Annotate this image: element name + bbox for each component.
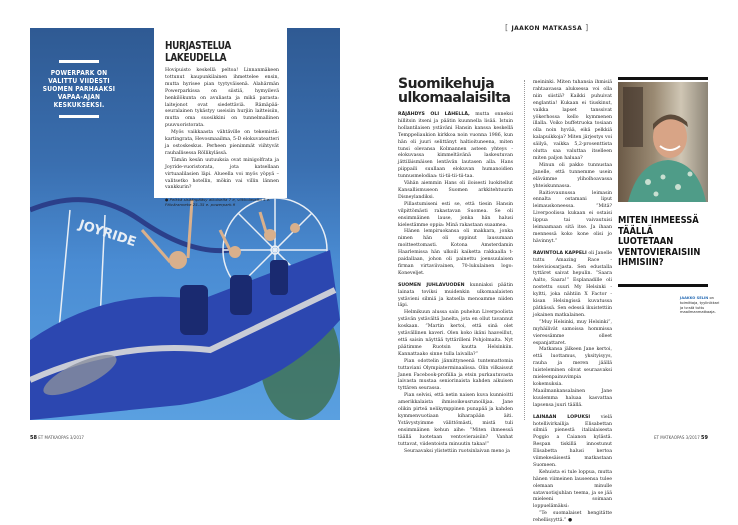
headline: Suomikehuja ulkomaalaisilta [398, 76, 511, 106]
divider [59, 60, 99, 63]
section-header: [ JAAKON MATKASSA ] [505, 23, 589, 32]
article-paragraph [398, 359, 513, 394]
article-paragraph [533, 80, 612, 163]
article-column-1 [398, 112, 513, 455]
joyride-sign: JOYRIDE [76, 217, 138, 251]
magazine-name: ET MATKAOPAS 3/2017 [654, 435, 700, 440]
paragraph-lead-in: RÄJÄHDYS OLI LÄHELLÄ, [398, 112, 470, 117]
paragraph-text: meininki. Miten tuhansia ihmisiä rahtaavassa aluksessa voi olla niin siistiä? Kaikki puhuivat englantia! Kukaan ei tiuskinut, vaikka lapset tanssivat yökerhossa kello kymmenen illalla. Voiko buffetruoka tosiaan olla noin hyvää, eikä pelkkiä kalapuikkoja? Miten järjestys voi säilyä, vaikka 5,2-prosenttista olutta saa valuttaa itselleen miten paljon haluaa? [533, 80, 612, 161]
paragraph-text: vielä hotellivirkailija Elisabettan silmiä pienestä italialaisesta Poggio a Caianon kylästä. Respan tiskillä innostunut Elisabetta halusi kertoa viimekesäisestä matkastaan Suomeen. [533, 414, 612, 468]
paragraph-text: oli Janelle tuttu Amazing Race -televisiosarjasta. Sen edustalla tyttäret saivat hepulin. ”Saara Aalto, Saara!” Esplanadille oli nostettu suuri My Helsinki -kyltti, joka nähtiin X Factor -kisan Helsingissä kuvatussa pätkässä. Sen edessä ikuistettiin jokainen matkalainen. [533, 250, 612, 318]
article-paragraph [398, 181, 513, 202]
box-paragraph: Hovipuisto keskellä peltoa! Linnanmäkeen tottunut kaupunkilainen ihmettelee ensin, mutta hyrisee pian tyytyväisenä. Alahärmän Powerparkissa on siistiä, hymyilevä henkilökunta on avuliasta ja mikä parasta: laitejonot ovat siedettäviä. Rämäpää-seuralainen tykästyy useisiin hurjiin laitteisiin, mutta oma suosikkini on tunnelmallinen puuvuoristorata. [165, 68, 279, 129]
pull-quote-text: POWERPARK ON VALITTU VIIDESTI SUOMEN PARHAAKSI VAPAA-AJAN KESKUKSEKSI. [42, 69, 116, 109]
paragraph-lead-in: SUOMEN JUHLAVUODEN [398, 282, 465, 288]
paragraph-text: ”Te suomalaiset hengitätte rehellisyyttä.” ● [533, 511, 612, 524]
paragraph-text: Helmikuun alussa sain puhelun Liverpoolista ystävän ystävältä Janelta, jota en ollut tavannut koskaan. ”Martin kertoi, että sinä olet ystävällinen kaveri. Olen koko ikäni haaveillut, että saisin näyttää tyttärilleni Pohjolmaita. Nyt päätimme Ruotsin kautta Helsinkiin. Kannattaako sinne tulla laivalla?” [398, 310, 513, 357]
info-box [154, 28, 287, 208]
author-byline [680, 296, 722, 315]
pull-quote [36, 60, 122, 118]
article-paragraph [533, 415, 612, 470]
article-paragraph [533, 191, 612, 246]
article-paragraph [533, 163, 612, 191]
paragraph-text: Seuraavaksi ylistettiin ruotsinlaivan meno ja [404, 448, 510, 454]
footer-right [654, 435, 708, 441]
box-paragraph: Myös vaikkaasta vähtäville on tekemistä: kartingrata, Hevosmaailma, 5-D elokuvateatteri ja ostoskeskus. Perheen pienimmät viihtyvät rauhallisessa Röllikylässä. [165, 130, 279, 156]
box-title: HURJASTELUA LAKEUDELLA [165, 40, 231, 64]
article-paragraph [533, 470, 612, 511]
paragraph-text: ”Muy Helsinki, muy Helsinki”, myhäilivät samoissa hommissa vieressämme olleet espanjattaret. [533, 319, 612, 346]
paragraph-text: Matkansa jälkeen Jane kertoi, että luottamus, yksityisyys, rauha ja meren jäällä luisteleminen olivat seuraavaksi mieleenpainuvimpia kokemuksia. Maailmankansalainen Jane kuulemma haluaa kasvattaa lapsensa juuri täällä. [533, 347, 612, 408]
paragraph-text: kunniaksi päätin lainata toviksi muidenkin ulkomaalaisten ystävieni silmiä ja katsella menoamme niiden läpi. [398, 282, 513, 309]
article-column-2 [533, 80, 612, 525]
paragraph-text: Minun oli pakko tunnustaa Janelle, että tunnemme usein elävämme yliholhoavassa yhteiskunnassa. [533, 162, 612, 189]
divider [59, 115, 99, 118]
page-number: 59 [701, 435, 708, 441]
article-paragraph [533, 347, 612, 409]
paragraph-text: Pian selvisi, että netin naisen kuva kunnioitti amerikkalaista ihmisoikeusrunoilijaa. Jane olikin pirteä nelikymppinen punapää ja kahden kymmenvuotiaan kiharapään äiti. Ystävystyimme välittömästi, mistä tuli ensimmäinen kehun aihe: ”Miten ihmeessä täällä luotetaan ventovieraisiin? Vanhat tuttavat, viidentoista minuutin takaa!” [398, 393, 513, 447]
footer-left [30, 435, 84, 441]
divider [618, 77, 708, 80]
section-title: JAAKON MATKASSA [511, 25, 583, 32]
paragraph-text: Hänen lempiruokansa oli makkara, jonka nimen hän oli oppinut lausumaan moitteettomasti. Kotona Amsterdamin Haarlemissa hän ulkoili kaiketta rakkaalla t-paidallaan, johon oli painettu joensuulaisen firman virtaviivainen, 70-lukulainen logo: Koneveljet. [398, 229, 513, 276]
article-paragraph [398, 112, 513, 181]
article-paragraph [398, 229, 513, 277]
box-paragraph: Tämän kesän uutuuksia ovat minigolfrata ja Joyride-vuoristorata, jota katsellaan virtuaalilasien läpi. Alueella voi myös yöpyä – valitsetko hotellin, mökin vai villin lännen vankkurin? [165, 157, 279, 191]
paragraph-text: Vähän aiemmin Hans oli iloisesti luokitellut Kansallismuseon Suomen arkkitehtuurin Disneylandiksi. [398, 181, 513, 200]
box-note: ● Pelkkä sisäänpääsy aikuiselta 7 e, viikkolasetto 5 e. Päiväranneke 25–35 e. powerpark.fi [165, 197, 271, 208]
pull-quote-right: MITEN IHMEESSÄ TÄÄLLÄ LUOTETAAN VENTOVIERAISIIN IHMISIIN? [618, 215, 701, 268]
column-divider [524, 80, 525, 420]
author-portrait [618, 82, 708, 202]
paragraph-text: mutta onneksi hillitsin itseni ja päätin kuunnella lisää. Istuin hollantilaisen ystäväni Hansin kanssa keskellä Temppeliaukion kirkkoa noin vuonna 1986, kun hän oli juuri selittänyt haltioituneena, miten tunsi olevansa Kolmannen asteen yhteys -elokuvassa kimmeltävänä laskeutuvan jättiläismäisen lentävän lautasen alla. Hans piippaili suullaan elokuvan humanoidien tunnusmelodiaa: tii-tii-tii-tii-taa. [398, 112, 513, 180]
article-paragraph [533, 511, 612, 525]
paragraph-text: Kehuista ei tule loppua, mutta hänen viimeinen lauseensa tulee olemaan minulle satavuotisjuhlan teema, ja se jää mieleeni soimaan loppuelämäksi: [533, 469, 612, 510]
paragraph-lead-in: RAVINTOLA KAPPELI [533, 250, 587, 256]
article-paragraph [533, 320, 612, 348]
article-paragraph [533, 251, 612, 320]
page-number: 58 [30, 435, 37, 441]
paragraph-text: Pillastumiseni esti se, että tiesin Hansin vilpittömästi rakastavan Suomea. Se oli ensimmäinen lause, jonka hän halusi kielestämme oppia: Minä rakastaan suaamea. [398, 201, 513, 228]
paragraph-lead-in: LAINAAN LOPUKSI [533, 414, 591, 420]
author-bio: on toimittaja, tyylinikkari ja tv:stä tuttu maailmanmatkaaja. [680, 296, 720, 315]
article-paragraph [398, 283, 513, 311]
article-paragraph [398, 393, 513, 448]
paragraph-text: Pian odottelin jännittyneenä tuntemattomia tuttaviani Olympiaterminaalissa. Olin vilkaissut Janen Facebook-profiilia ja etsin purkautuvasta laivasta mustaa seniorinaista kahden aikuisen tyttären seurassa. [398, 358, 513, 392]
divider [618, 284, 708, 287]
paragraph-text: Raitiovaunussa leimasin ennalta ostamani liput leimauskoneessa. ”Mitä? Liverpoolissa kukaan ei ostaisi lippua tai vaivautuisi leimaamaan sitä itse. Ja ihaan mennessä koko kone olisi jo hävinnyt.” [533, 190, 612, 244]
article-paragraph [398, 202, 513, 230]
portrait-illustration [618, 82, 708, 202]
author-name: JAAKKO SELIN [680, 296, 709, 300]
magazine-name: ET MATKAOPAS 3/2017 [38, 435, 84, 440]
article-paragraph [398, 310, 513, 358]
rollercoaster-illustration [30, 190, 340, 420]
